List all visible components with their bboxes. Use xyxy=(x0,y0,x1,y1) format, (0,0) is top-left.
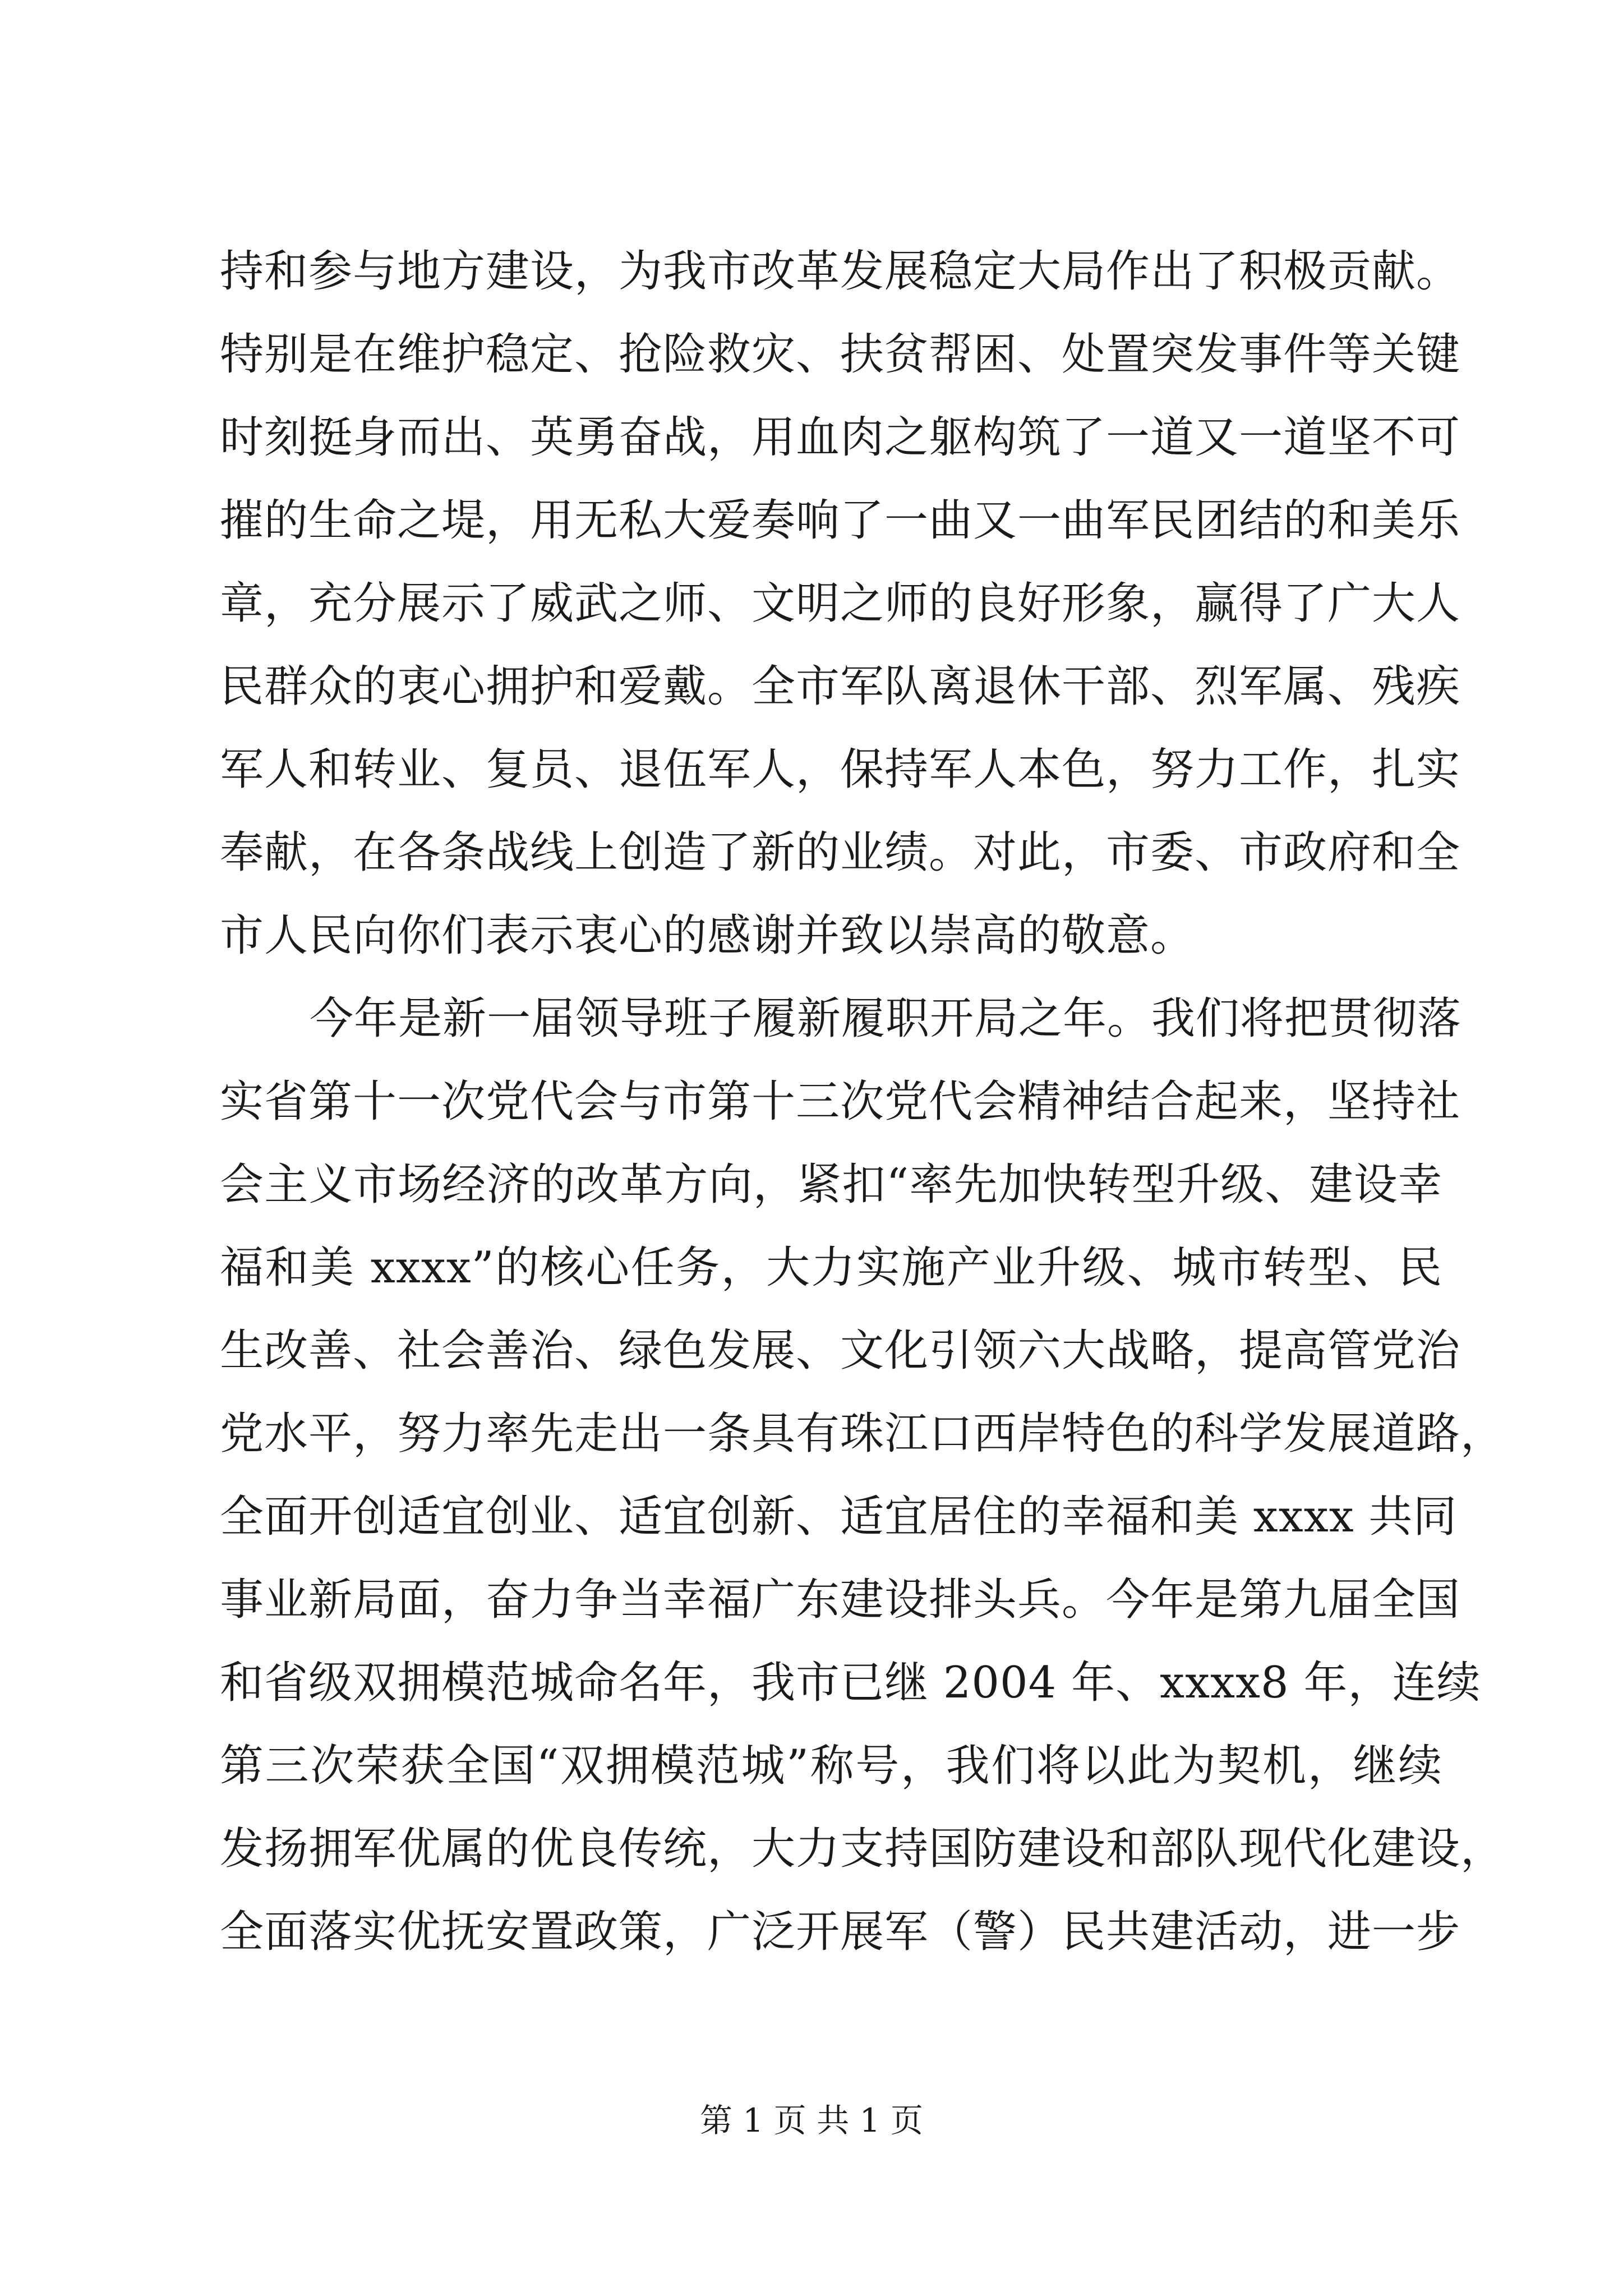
text-line: 今年是新一届领导班子履新履职开局之年。我们将把贯彻落 xyxy=(310,993,1462,1044)
text-line: 会主义市场经济的改革方向，紧扣“率先加快转型升级、建设幸 xyxy=(220,1159,1442,1210)
page-number-footer: 第 1 页 共 1 页 xyxy=(700,2101,923,2139)
text-line: 章，充分展示了威武之师、文明之师的良好形象，赢得了广大人 xyxy=(220,578,1461,629)
text-line: 军人和转业、复员、退伍军人，保持军人本色，努力工作，扎实 xyxy=(220,744,1461,795)
text-line: 民群众的衷心拥护和爱戴。全市军队离退休干部、烈军属、残疾 xyxy=(220,661,1461,712)
text-line: 全面开创适宜创业、适宜创新、适宜居住的幸福和美 xxxx 共同 xyxy=(220,1492,1458,1542)
paragraph-2 xyxy=(220,977,1505,1973)
text-line: 特别是在维护稳定、抢险救灾、扶贫帮困、处置突发事件等关键 xyxy=(220,329,1461,380)
text-line: 时刻挺身而出、英勇奋战，用血肉之躯构筑了一道又一道坚不可 xyxy=(220,412,1461,463)
text-line: 摧的生命之堤，用无私大爱奏响了一曲又一曲军民团结的和美乐 xyxy=(220,495,1461,546)
text-line: 第三次荣获全国“双拥模范城”称号，我们将以此为契机，继续 xyxy=(220,1741,1442,1791)
text-line: 党水平，努力率先走出一条具有珠江口西岸特色的科学发展道路， xyxy=(220,1409,1505,1459)
text-line: 福和美 xxxx”的核心任务，大力实施产业升级、城市转型、民 xyxy=(220,1243,1442,1293)
text-line: 生改善、社会善治、绿色发展、文化引领六大战略，提高管党治 xyxy=(220,1326,1461,1376)
text-line: 实省第十一次党代会与市第十三次党代会精神结合起来，坚持社 xyxy=(220,1076,1461,1127)
document-body xyxy=(220,230,1505,1973)
text-line: 和省级双拥模范城命名年，我市已继 2004 年、xxxx8 年，连续 xyxy=(220,1658,1481,1708)
text-line: 事业新局面，奋力争当幸福广东建设排头兵。今年是第九届全国 xyxy=(220,1575,1461,1625)
text-line: 发扬拥军优属的优良传统，大力支持国防建设和部队现代化建设， xyxy=(220,1824,1505,1874)
paragraph-1 xyxy=(220,230,1461,977)
text-line: 市人民向你们表示衷心的感谢并致以崇高的敬意。 xyxy=(220,910,1195,961)
text-line: 全面落实优抚安置政策，广泛开展军（警）民共建活动，进一步 xyxy=(220,1907,1461,1957)
text-line: 持和参与地方建设，为我市改革发展稳定大局作出了积极贡献。 xyxy=(220,246,1461,297)
text-line: 奉献，在各条战线上创造了新的业绩。对此，市委、市政府和全 xyxy=(220,827,1461,878)
